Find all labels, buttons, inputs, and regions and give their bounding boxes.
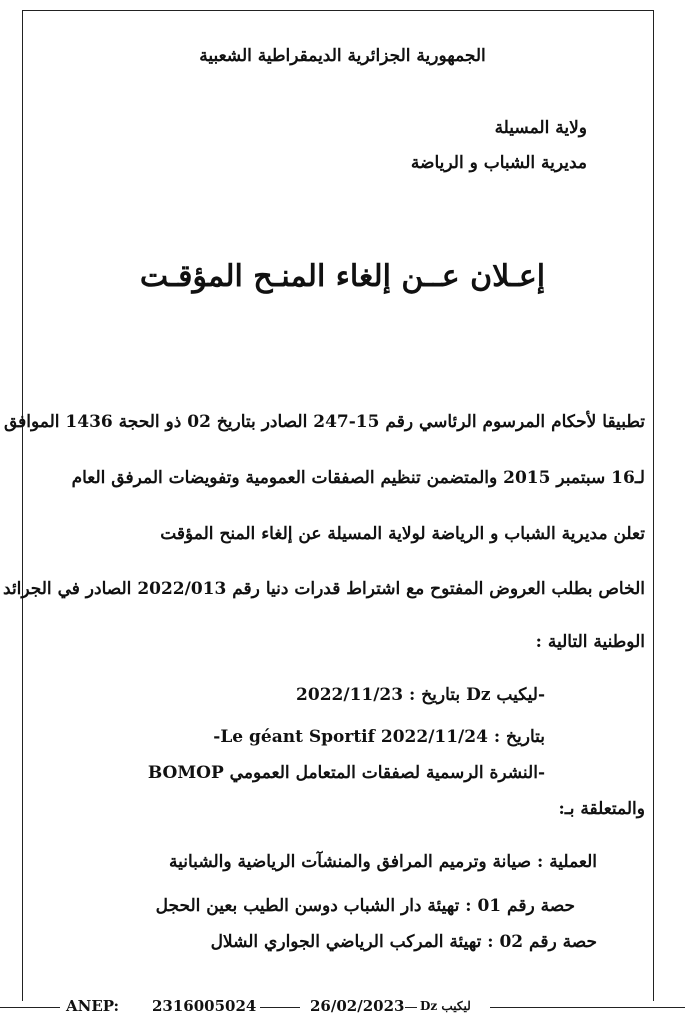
anep-number: 2316005024 bbox=[152, 997, 257, 1015]
announcement-title: إعـلان عــن إلغاء المنـح المؤقـت bbox=[139, 259, 546, 294]
footer-divider bbox=[405, 1007, 417, 1008]
footer-divider bbox=[650, 1007, 685, 1008]
newspaper-item: -ليكيب Dz بتاريخ : 2022/11/23 bbox=[296, 685, 545, 705]
lot-item: حصة رقم 01 : تهيئة دار الشباب دوسن الطيب بعين الحجل bbox=[155, 896, 575, 916]
newspaper-item: -النشرة الرسمية لصفقات المتعامل العمومي BOMOP bbox=[147, 763, 545, 783]
newspaper-item: -Le géant Sportif بتاريخ : 2022/11/24 bbox=[213, 727, 545, 747]
related-label: والمتعلقة بـ: bbox=[558, 799, 645, 819]
body-paragraph-2: لـ16 سبتمبر 2015 والمتضمن تنظيم الصفقات العمومية وتفويضات المرفق العام bbox=[71, 468, 645, 488]
footer-divider bbox=[0, 1007, 60, 1008]
body-paragraph-3: تعلن مديرية الشباب و الرياضة لولاية المسيلة عن إلغاء المنح المؤقت bbox=[160, 524, 645, 544]
lot-item: حصة رقم 02 : تهيئة المركب الرياضي الجواري الشلال bbox=[210, 932, 597, 952]
body-paragraph-5: الوطنية التالية : bbox=[535, 632, 645, 652]
direction-name: مديرية الشباب و الرياضة bbox=[410, 153, 587, 173]
body-paragraph-4: الخاص بطلب العروض المفتوح مع اشتراط قدرات دنيا رقم 2022/013 الصادر في الجرائد bbox=[3, 579, 645, 599]
publication-source: ليكيب Dz bbox=[420, 999, 471, 1013]
footer-bar bbox=[0, 995, 685, 1019]
publication-date: 26/02/2023 bbox=[310, 997, 405, 1015]
operation-line: العملية : صيانة وترميم المرافق والمنشآت الرياضية والشبانية bbox=[169, 852, 597, 872]
republic-heading: الجمهورية الجزائرية الديمقراطية الشعبية bbox=[199, 46, 486, 66]
wilaya-name: ولاية المسيلة bbox=[494, 118, 587, 138]
body-paragraph-1: تطبيقا لأحكام المرسوم الرئاسي رقم 15-247 الصادر بتاريخ 02 ذو الحجة 1436 الموافق bbox=[3, 412, 645, 432]
footer-divider bbox=[260, 1007, 300, 1008]
footer-divider bbox=[490, 1007, 650, 1008]
anep-label: ANEP: bbox=[66, 997, 120, 1015]
